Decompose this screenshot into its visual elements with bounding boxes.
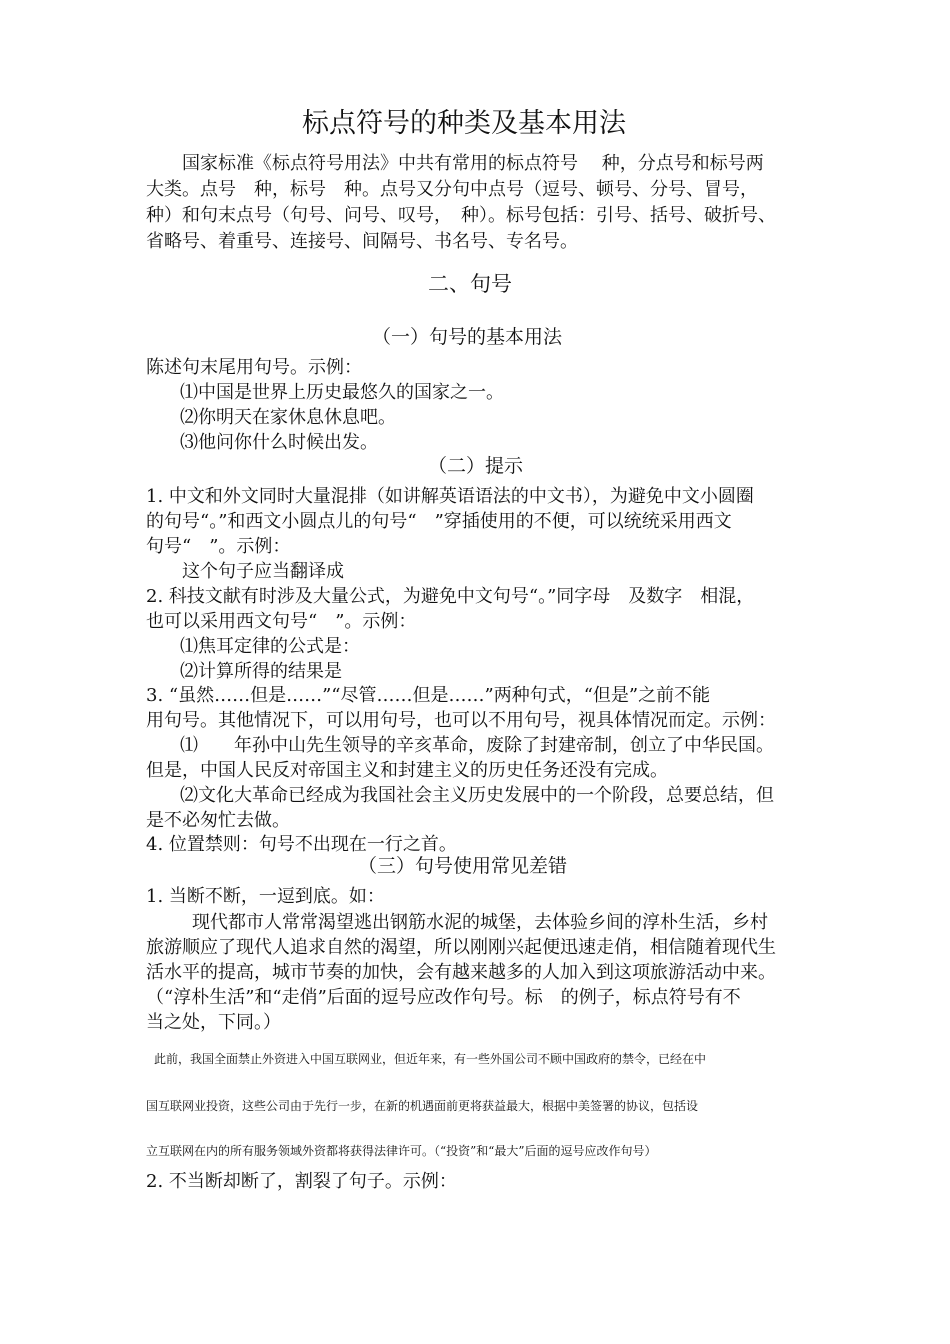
sub1-lead: 陈述句末尾用句号。示例： — [146, 357, 362, 378]
tip-2-example: ⑵计算所得的结果是 — [180, 661, 342, 682]
error-1-body: 活水平的提高，城市节奏的加快，会有越来越多的人加入到这项旅游活动中来。 — [146, 962, 776, 983]
tip-1-line: 1. 中文和外文同时大量混排（如讲解英语语法的中文书），为避免中文小圆圈 — [146, 486, 754, 507]
error-1-body: 现代都市人常常渴望逃出钢筋水泥的城堡，去体验乡间的淳朴生活，乡村 — [192, 912, 768, 933]
tip-3-example: 是不必匆忙去做。 — [146, 810, 290, 831]
subsection-heading-2: （二）提示 — [428, 455, 524, 477]
error-2-lead: 2. 不当断却断了，割裂了句子。示例： — [146, 1171, 457, 1192]
small-print-line: 立互联网在内的所有服务领域外资都将获得法律许可。（“投资”和“最大”后面的逗号应改作句号） — [146, 1144, 657, 1158]
small-print-line: 国互联网业投资，这些公司由于先行一步，在新的机遇面前更将获益最大，根据中美签署的协议，包括设 — [146, 1099, 699, 1113]
tip-2-line: 也可以采用西文句号“ ”。示例： — [146, 611, 417, 632]
intro-line: 大类。点号 种，标号 种。点号又分句中点号（逗号、顿号、分号、冒号， — [146, 179, 758, 200]
intro-line: 省略号、着重号、连接号、间隔号、书名号、专名号。 — [146, 231, 578, 252]
subsection-heading-3: （三）句号使用常见差错 — [358, 855, 568, 877]
tip-3-line: 用句号。其他情况下，可以用句号，也可以不用句号，视具体情况而定。示例： — [146, 710, 776, 731]
error-1-body: （“淳朴生活”和“走俏”后面的逗号应改作句号。标 的例子，标点符号有不 — [146, 987, 741, 1008]
small-print-line: 此前，我国全面禁止外资进入中国互联网业，但近年来，有一些外国公司不顾中国政府的禁令，已经在中 — [154, 1052, 707, 1066]
document-title: 标点符号的种类及基本用法 — [302, 108, 626, 139]
intro-line: 国家标准《标点符号用法》中共有常用的标点符号 种，分点号和标号两 — [182, 153, 764, 174]
example-line: ⑶他问你什么时候出发。 — [180, 432, 378, 453]
section-heading: 二、句号 — [428, 272, 512, 296]
tip-3-example: ⑵文化大革命已经成为我国社会主义历史发展中的一个阶段，总要总结，但 — [180, 785, 774, 806]
error-1-lead: 1. 当断不断，一逗到底。如： — [146, 886, 385, 907]
tip-1-line: 句号“ ”。示例： — [146, 536, 291, 557]
tip-2-example: ⑴焦耳定律的公式是： — [180, 636, 360, 657]
error-1-body: 当之处，下同。） — [146, 1012, 281, 1033]
tip-3-line: 3. “虽然……但是……”“尽管……但是……”两种句式，“但是”之前不能 — [146, 685, 711, 706]
tip-2-line: 2. 科技文献有时涉及大量公式，为避免中文句号“。”同字母 及数字 相混， — [146, 586, 755, 607]
subsection-heading-1: （一）句号的基本用法 — [372, 326, 563, 348]
intro-line: 种）和句末点号（句号、问号、叹号， 种）。标号包括：引号、括号、破折号、 — [146, 205, 776, 226]
error-1-body: 旅游顺应了现代人追求自然的渴望，所以刚刚兴起便迅速走俏，相信随着现代生 — [146, 937, 776, 958]
tip-3-example: ⑴ 年孙中山先生领导的辛亥革命，废除了封建帝制，创立了中华民国。 — [180, 735, 774, 756]
tip-1-example: 这个句子应当翻译成 — [182, 561, 344, 582]
tip-3-example: 但是，中国人民反对帝国主义和封建主义的历史任务还没有完成。 — [146, 760, 668, 781]
example-line: ⑴中国是世界上历史最悠久的国家之一。 — [180, 382, 504, 403]
example-line: ⑵你明天在家休息休息吧。 — [180, 407, 396, 428]
tip-1-line: 的句号“。”和西文小圆点儿的句号“ ”穿插使用的不便，可以统统采用西文 — [146, 511, 732, 532]
tip-4-line: 4. 位置禁则：句号不出现在一行之首。 — [146, 834, 457, 855]
